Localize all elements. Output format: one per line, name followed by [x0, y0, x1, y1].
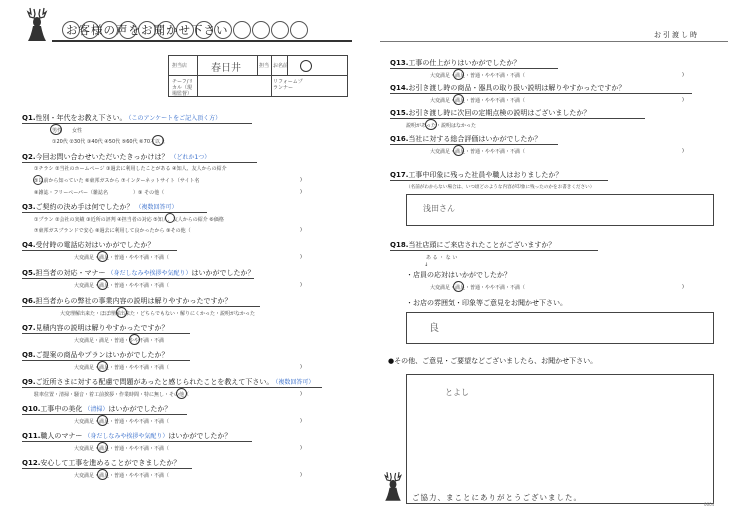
q18-sub-impression: ・お店の雰囲気・印象等ご意見をお聞かせ下さい。 — [406, 299, 567, 307]
q3-option-line2: ⑦東邦ガスブランドで安心 ⑧過去に利用して良かったから ⑨その他（ — [34, 228, 191, 234]
page-title: お客様の声をお聞かせ下さい — [66, 23, 229, 37]
answer-circle — [50, 124, 62, 135]
footer-thanks: ご協力、まことにありがとうございました。 — [412, 493, 582, 502]
answer-circle — [97, 251, 108, 262]
q7-scale: 大変満足・満足・普通・やや不満・不満 — [74, 338, 165, 344]
answer-circle — [97, 469, 108, 480]
answer-circle — [453, 94, 464, 105]
q16-scale: 大変満足・満足・普通・やや不満・不満（ — [430, 149, 526, 155]
q2-option-line3: ⑧雑誌・フリーペーパー（雑誌名 ）⑨ その他（ — [34, 190, 165, 196]
q13-scale: 大変満足・満足・普通・やや不満・不満（ — [430, 73, 526, 79]
other-answer-box — [406, 374, 714, 504]
seal-stamp-icon — [300, 60, 312, 72]
question-q14: Q14.お引き渡し時の商品・器具の取り扱い説明は解りやすかったですか？ — [390, 83, 625, 93]
question-q5: Q5.担当者の対応・マナー （身だしなみや挨拶や気配り）はいかがでしたか？ — [22, 269, 255, 277]
q2-option-line1: ①チラシ ②当社のホームページ ③過去に利用したことがある ④知人、友人からの紹介 — [34, 166, 227, 172]
q18-answer-box — [406, 312, 714, 344]
question-q15: Q15.お引き渡し時に次回の定期点検の説明はございましたか？ — [390, 108, 590, 118]
answer-circle — [97, 279, 108, 290]
label-planner: リフォームプランナー — [273, 79, 303, 91]
answer-circle — [453, 145, 464, 156]
q3-option-line1: ①プラン ②会社の実績 ③近所の評判 ④担当者の対応 ⑤知人、友人からの紹介 ⑥価格 — [34, 217, 224, 223]
answer-circle — [97, 415, 108, 426]
answer-circle — [97, 442, 108, 453]
info-table — [168, 55, 348, 97]
label-name: お名前 — [273, 63, 289, 69]
label-seal: 担当 — [259, 63, 270, 69]
q1-gender-options: 男性 女性 — [52, 128, 83, 134]
question-q1: Q1.性別・年代をお教え下さい。 （このアンケートをご記入頂く方） — [22, 113, 221, 123]
answer-circle — [453, 69, 464, 80]
question-q10: Q10.工事中の美化 （清掃）はいかがでしたか？ — [22, 404, 171, 414]
question-q4: Q4.受付時の電話応対はいかがでしたか？ — [22, 240, 154, 250]
q1-age-options: ①20代 ②30代 ③40代 ④50代 ⑤60代 ⑥70才以上 — [52, 139, 166, 145]
other-prompt: ●その他、ご意見・ご要望などございましたら、お聞かせ下さい。 — [388, 357, 598, 365]
question-q7: Q7.見積内容の説明は解りやすかったですか？ — [22, 323, 168, 333]
answer-circle — [425, 119, 437, 130]
answer-circle — [97, 361, 108, 372]
question-q11: Q11.職人のマナー （身だしなみや挨拶や気配り）はいかがでしたか？ — [22, 431, 231, 441]
q14-scale: 大変満足・満足・普通・やや不満・不満（ — [430, 98, 526, 104]
question-q17: Q17.工事中印象に残った社員や職人はおりましたか？ — [390, 170, 562, 180]
question-q9: Q9.ご近所さまに対する配慮で問題があったと感じられたことを教えて下さい。 （複数回答可） — [22, 377, 314, 387]
page-code: 0604 — [704, 502, 715, 507]
answer-circle — [129, 334, 140, 345]
answer-circle — [165, 213, 175, 223]
value-tantou: 春日井 — [211, 63, 241, 74]
answer-circle — [176, 388, 187, 399]
deer-footer-icon — [380, 470, 406, 502]
answer-circle — [116, 307, 127, 318]
q18-scale: 大変満足・満足・普通・やや不満・不満（ — [430, 285, 526, 291]
header-rule — [380, 41, 728, 42]
q11-scale: 大変満足・満足・普通・やや不満・不満（ — [74, 446, 170, 452]
q18-answer: 良 — [429, 323, 439, 334]
q12-scale: 大変満足・満足・普通・やや不満・不満（ — [74, 473, 170, 479]
question-q18: Q18.当社店頭にご来店されたことがございますか？ — [390, 240, 555, 250]
q10-scale: 大変満足・満足・普通・やや不満・不満（ — [74, 419, 170, 425]
q9-options: 駐車位置・清掃・騒音・着工前挨拶・作業時間・特に無し・その他（ — [34, 392, 190, 398]
right-half: お引渡し時 Q13.工事の仕上がりはいかがでしたか？ 大変満足・満足・普通・やや不満・不満（ ) Q14.お引き渡し時の商品・器具の取り扱い説明は解りやすかったですか？ 大変満足・満足・普通・やや不満・不満（ ) Q15.お引き渡し時に次回の定期点検の説明はございましたか？ 説明があった・説明はなかった Q16.当社に対する総合評価はいかがでしたか？ 大変満足・満足・普通・やや不満・不満（ ) Q17.工事中印象に残った社員や職人はおりましたか？ （名前がわからない場合は、いつ頃どのような内容が印象に残ったのかをお書きください） 浅田さん Q18.当社店頭にご来店されたことがございますか？ あ る ・ な い ↓ ・店員の応対はいかがでしたか？ 大変満足・満足・普通・やや不満・不満（ ) ・お店の雰囲気・印象等ご意見をお聞かせ下さい。 良 ●その他、ご意見・ご要望などございましたら、お聞かせ下さい。 とよし ご協力、まことにありがとうございました。 0604 — [370, 0, 733, 516]
left-half: お客様の声をお聞かせ下さい 担当店 春日井 担当 お名前 チーフ/リカル（現場監督） リフォームプランナー Q1.性別・年代をお教え下さい。 （このアンケートをご記入頂く方） 男性 女性 ①20代 ②30代 ③40代 ④50代 ⑤60代 ⑥70才以上 Q2.今回お問い合わせいただいたきっかけは？ （どれか1つ） ①チラシ ②当社のホームページ ③過去に利用したことがある ④知人、友人からの紹介 ⑤以前から知っていた ⑥東邦ガスから ⑦インターネットサイト（サイト名 ⑧雑誌・フリーペーパー（雑誌名 ）⑨ その他（ Q3.ご契約の決め手は何でしたか？ （複数回答可） ①プラン ②会社の実績 ③近所の評判 ④担当者の対応 ⑤知人、友人からの紹介 ⑥価格 ⑦東邦ガスブランドで安心 ⑧過去に利用して良かったから ⑨その他（ Q4.受付時の電話応対はいかがでしたか？ 大変満足・満足・普通・やや不満・不満（ Q5.担当者の対応・マナー （身だしなみや挨拶や気配り）はいかがでしたか？ 大変満足・満足・普通・やや不満・不満（ Q6.担当者からの弊社の事業内容の説明は解りやすかったですか？ 大変理解出来た・ほぼ理解出来た・どちらでもない・解りにくかった・説明がなかった Q7.見積内容の説明は解りやすかったですか？ 大変満足・満足・普通・やや不満・不満 Q8.ご提案の商品やプランはいかがでしたか？ 大変満足・満足・普通・やや不満・不満（ Q9.ご近所さまに対する配慮で問題があったと感じられたことを教えて下さい。 （複数回答可） 駐車位置・清掃・騒音・着工前挨拶・作業時間・特に無し・その他（ Q10.工事中の美化 （清掃）はいかがでしたか？ 大変満足・満足・普通・やや不満・不満（ Q11.職人のマナー （身だしなみや挨拶や気配り）はいかがでしたか？ 大変満足・満足・普通・やや不満・不満（ Q12.安心して工事を進めることができましたか？ 大変満足・満足・普通・やや不満・不満（ ) ) ) ) ) ) ) ) ) ) — [0, 0, 366, 516]
question-q16: Q16.当社に対する総合評価はいかがでしたか？ — [390, 134, 541, 144]
question-q13: Q13.工事の仕上がりはいかがでしたか？ — [390, 58, 520, 68]
label-checker: チーフ/リカル（現場監督） — [172, 79, 194, 97]
label-tantou: 担当店 — [172, 63, 188, 69]
other-answer: とよし — [445, 388, 469, 397]
q4-scale: 大変満足・満足・普通・やや不満・不満（ — [74, 255, 170, 261]
q8-scale: 大変満足・満足・普通・やや不満・不満（ — [74, 365, 170, 371]
title-bar — [52, 22, 352, 42]
question-q3: Q3.ご契約の決め手は何でしたか？ （複数回答可） — [22, 202, 178, 212]
q17-answer: 浅田さん — [423, 204, 455, 213]
q17-note: （名前がわからない場合は、いつ頃どのような内容が印象に残ったのかをお書きください） — [406, 185, 595, 190]
question-q6: Q6.担当者からの弊社の事業内容の説明は解りやすかったですか？ — [22, 296, 231, 306]
q15-options: 説明があった・説明はなかった — [406, 123, 476, 129]
question-q12: Q12.安心して工事を進めることができましたか？ — [22, 458, 180, 468]
answer-circle — [152, 135, 164, 146]
question-q8: Q8.ご提案の商品やプランはいかがでしたか？ — [22, 350, 168, 360]
q17-answer-box — [406, 194, 714, 226]
q18-options: あ る ・ な い — [426, 255, 458, 261]
answer-circle — [453, 281, 464, 292]
right-header-label: お引渡し時 — [654, 31, 699, 39]
q6-scale: 大変理解出来た・ほぼ理解出来た・どちらでもない・解りにくかった・説明がなかった — [60, 311, 255, 317]
deer-logo-icon — [22, 6, 52, 42]
answer-circle — [33, 175, 43, 185]
q18-sub-reception: ・店員の応対はいかがでしたか？ — [406, 271, 511, 279]
q5-scale: 大変満足・満足・普通・やや不満・不満（ — [74, 283, 170, 289]
q2-option-line2: ⑤以前から知っていた ⑥東邦ガスから ⑦インターネットサイト（サイト名 — [34, 178, 200, 184]
question-q2: Q2.今回お問い合わせいただいたきっかけは？ （どれか1つ） — [22, 152, 210, 162]
